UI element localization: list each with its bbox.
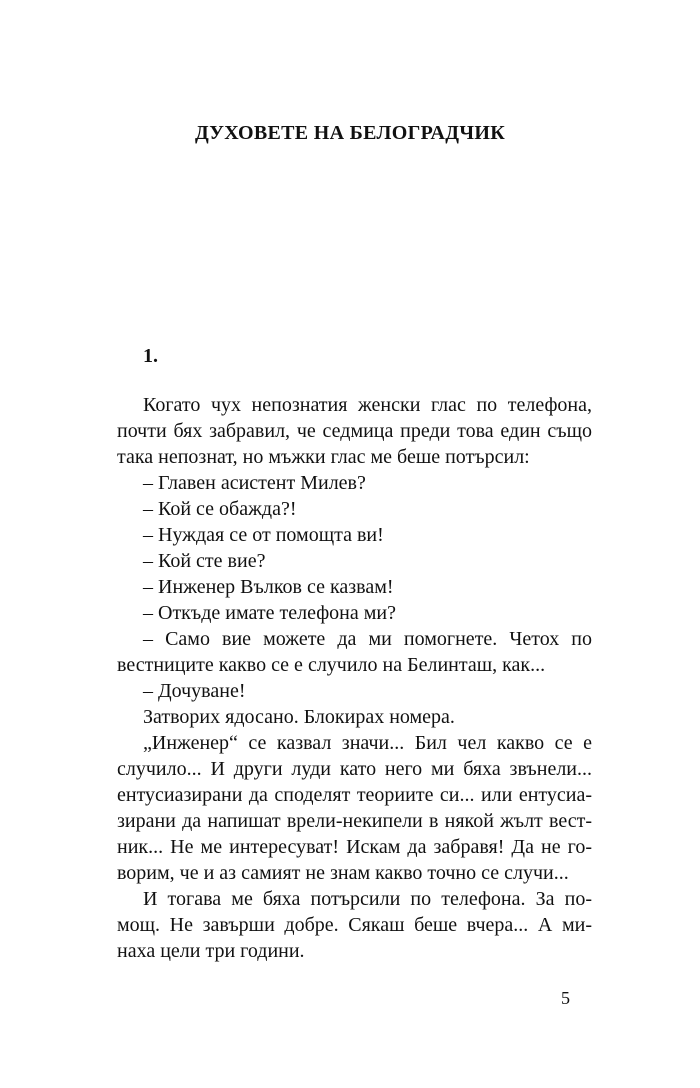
dialogue-line: – Откъде имате телефона ми? — [143, 602, 396, 624]
text-line: случило... И други луди като него ми бяха звънели... — [117, 758, 592, 780]
dialogue-line: – Кой сте вие? — [143, 550, 266, 572]
section-number: 1. — [143, 345, 158, 367]
text-line: така непознат, но мъжки глас ме беше потърсил: — [117, 446, 530, 468]
text-line: ентусиазирани да споделят теориите си... или ентусиа- — [117, 784, 592, 806]
text-line: почти бях забравил, че седмица преди това един също — [117, 420, 592, 442]
dialogue-line: – Кой се обажда?! — [143, 498, 297, 520]
text-line: наха цели три години. — [117, 940, 305, 962]
text-line: Затворих ядосано. Блокирах номера. — [143, 706, 455, 728]
text-line: Когато чух непознатия женски глас по телефона, — [143, 394, 592, 416]
dialogue-line: – Нуждая се от помощта ви! — [143, 524, 384, 546]
dialogue-line: – Дочуване! — [143, 680, 246, 702]
dialogue-line: – Главен асистент Милев? — [143, 472, 366, 494]
text-line: зирани да напишат врели-некипели в някой жълт вест- — [117, 810, 592, 832]
text-line: „Инженер“ се казвал значи... Бил чел какво се е — [143, 732, 592, 754]
body-text — [117, 392, 592, 964]
page-number: 5 — [561, 988, 570, 1008]
chapter-title: ДУХОВЕТЕ НА БЕЛОГРАДЧИК — [194, 122, 505, 144]
text-line: И тогава ме бяха потърсили по телефона. За по- — [143, 888, 592, 910]
dialogue-line: – Инженер Вълков се казвам! — [143, 576, 394, 598]
dialogue-line: – Само вие можете да ми помогнете. Четох по — [143, 628, 592, 650]
text-line: вестниците какво се е случило на Белинташ, как... — [117, 654, 546, 676]
text-line: ник... Не ме интересуват! Искам да забравя! Да не го- — [117, 836, 592, 858]
text-line: ворим, че и аз самият не знам какво точно се случи... — [117, 862, 569, 884]
text-line: мощ. Не завърши добре. Сякаш беше вчера... А ми- — [117, 914, 592, 936]
